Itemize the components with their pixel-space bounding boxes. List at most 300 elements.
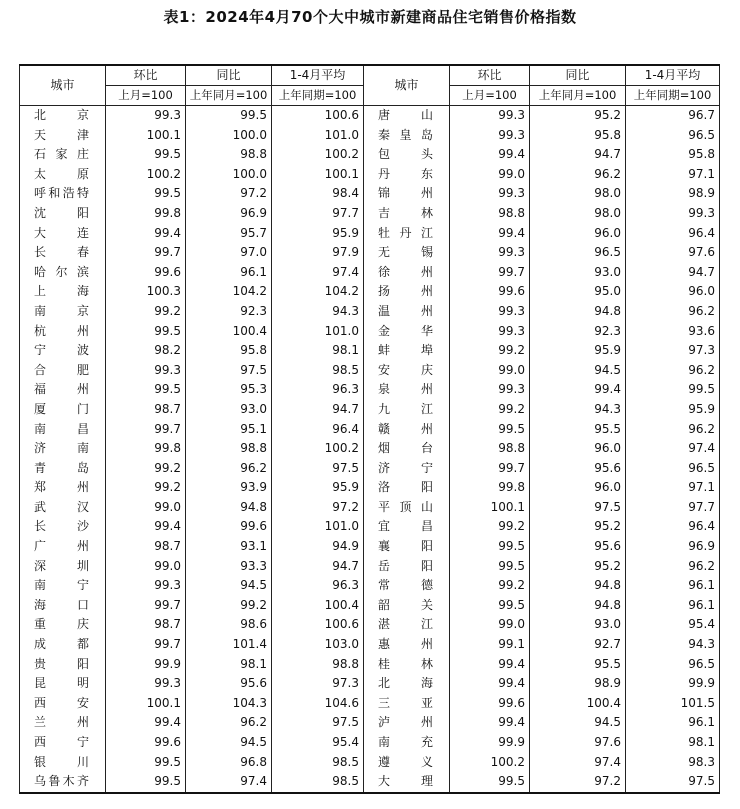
table-row [20, 498, 720, 518]
index-value-cell: 99.0 [450, 615, 530, 635]
city-name-cell: 宜 昌 [364, 517, 450, 537]
index-value-cell: 98.7 [106, 537, 186, 557]
index-value-cell: 104.6 [272, 694, 364, 714]
index-value-cell: 100.2 [106, 165, 186, 185]
index-value-cell: 100.1 [106, 126, 186, 146]
index-value-cell: 93.9 [186, 478, 272, 498]
index-value-cell: 94.8 [186, 498, 272, 518]
index-value-cell: 99.4 [450, 674, 530, 694]
index-value-cell: 99.5 [450, 557, 530, 577]
city-name-cell: 牡丹江 [364, 224, 450, 244]
index-value-cell: 100.2 [272, 145, 364, 165]
index-value-cell: 99.2 [106, 459, 186, 479]
index-value-cell: 97.7 [272, 204, 364, 224]
index-value-cell: 97.5 [272, 713, 364, 733]
city-name-cell: 唐 山 [364, 106, 450, 126]
index-value-cell: 94.3 [626, 635, 720, 655]
index-value-cell: 92.3 [186, 302, 272, 322]
index-value-cell: 99.0 [106, 498, 186, 518]
header-avg-left: 1-4月平均 [272, 65, 364, 86]
city-name-cell: 湛 江 [364, 615, 450, 635]
city-name-cell: 贵 阳 [20, 655, 106, 675]
index-value-cell: 99.7 [450, 263, 530, 283]
index-value-cell: 96.2 [626, 361, 720, 381]
city-name-cell: 成 都 [20, 635, 106, 655]
index-value-cell: 95.0 [530, 282, 626, 302]
index-value-cell: 100.1 [106, 694, 186, 714]
index-value-cell: 96.3 [272, 380, 364, 400]
index-value-cell: 96.9 [626, 537, 720, 557]
header-mom-right: 环比 [450, 65, 530, 86]
table-row [20, 615, 720, 635]
city-name-cell: 乌鲁木齐 [20, 772, 106, 793]
index-value-cell: 100.4 [530, 694, 626, 714]
city-name-cell: 吉 林 [364, 204, 450, 224]
table-row [20, 106, 720, 126]
index-value-cell: 99.5 [450, 420, 530, 440]
index-value-cell: 95.8 [626, 145, 720, 165]
index-value-cell: 99.5 [450, 772, 530, 793]
index-value-cell: 94.5 [186, 733, 272, 753]
city-name-cell: 襄 阳 [364, 537, 450, 557]
index-value-cell: 99.3 [450, 126, 530, 146]
table-row [20, 733, 720, 753]
index-value-cell: 99.5 [626, 380, 720, 400]
city-name-cell: 南 宁 [20, 576, 106, 596]
index-value-cell: 94.8 [530, 576, 626, 596]
table-row [20, 204, 720, 224]
index-value-cell: 93.1 [186, 537, 272, 557]
index-value-cell: 98.7 [106, 400, 186, 420]
city-name-cell: 安 庆 [364, 361, 450, 381]
index-value-cell: 99.6 [450, 694, 530, 714]
index-value-cell: 94.7 [530, 145, 626, 165]
city-name-cell: 福 州 [20, 380, 106, 400]
index-value-cell: 97.3 [626, 341, 720, 361]
index-value-cell: 100.0 [186, 126, 272, 146]
table-row [20, 126, 720, 146]
index-value-cell: 92.7 [530, 635, 626, 655]
index-value-cell: 94.3 [530, 400, 626, 420]
table-row [20, 713, 720, 733]
header-yoy-base-left: 上年同月=100 [186, 86, 272, 106]
table-row [20, 635, 720, 655]
header-avg-base-left: 上年同期=100 [272, 86, 364, 106]
index-value-cell: 100.6 [272, 615, 364, 635]
index-value-cell: 95.6 [186, 674, 272, 694]
header-avg-right: 1-4月平均 [626, 65, 720, 86]
index-value-cell: 96.5 [626, 126, 720, 146]
index-value-cell: 99.3 [450, 184, 530, 204]
table-row [20, 655, 720, 675]
index-value-cell: 99.4 [450, 713, 530, 733]
city-name-cell: 厦 门 [20, 400, 106, 420]
table-body [20, 106, 720, 793]
index-value-cell: 95.4 [272, 733, 364, 753]
city-name-cell: 广 州 [20, 537, 106, 557]
city-name-cell: 重 庆 [20, 615, 106, 635]
index-value-cell: 99.2 [106, 302, 186, 322]
city-name-cell: 西 安 [20, 694, 106, 714]
index-value-cell: 99.2 [450, 341, 530, 361]
table-row [20, 596, 720, 616]
city-name-cell: 桂 林 [364, 655, 450, 675]
city-name-cell: 北 海 [364, 674, 450, 694]
index-value-cell: 99.4 [450, 224, 530, 244]
index-value-cell: 99.5 [450, 596, 530, 616]
index-value-cell: 95.9 [272, 224, 364, 244]
index-value-cell: 99.2 [186, 596, 272, 616]
index-value-cell: 94.3 [272, 302, 364, 322]
index-value-cell: 96.0 [530, 439, 626, 459]
index-value-cell: 97.4 [530, 753, 626, 773]
city-name-cell: 常 德 [364, 576, 450, 596]
index-value-cell: 99.2 [106, 478, 186, 498]
table-row [20, 420, 720, 440]
index-value-cell: 96.4 [626, 224, 720, 244]
index-value-cell: 98.9 [530, 674, 626, 694]
index-value-cell: 97.0 [186, 243, 272, 263]
index-value-cell: 96.8 [186, 753, 272, 773]
index-value-cell: 94.9 [272, 537, 364, 557]
index-value-cell: 98.7 [106, 615, 186, 635]
table-row [20, 224, 720, 244]
index-value-cell: 95.6 [530, 459, 626, 479]
index-value-cell: 99.3 [626, 204, 720, 224]
index-value-cell: 101.5 [626, 694, 720, 714]
index-value-cell: 96.2 [626, 557, 720, 577]
table-row [20, 263, 720, 283]
city-name-cell: 扬 州 [364, 282, 450, 302]
index-value-cell: 99.6 [106, 733, 186, 753]
index-value-cell: 95.2 [530, 106, 626, 126]
index-value-cell: 99.0 [450, 165, 530, 185]
city-name-cell: 惠 州 [364, 635, 450, 655]
table-row [20, 478, 720, 498]
table-row [20, 753, 720, 773]
city-name-cell: 温 州 [364, 302, 450, 322]
index-value-cell: 99.4 [106, 224, 186, 244]
city-name-cell: 大 连 [20, 224, 106, 244]
index-value-cell: 96.0 [530, 478, 626, 498]
table-row [20, 439, 720, 459]
index-value-cell: 96.2 [626, 302, 720, 322]
index-value-cell: 99.7 [106, 420, 186, 440]
index-value-cell: 94.5 [530, 713, 626, 733]
index-value-cell: 97.3 [272, 674, 364, 694]
index-value-cell: 98.8 [186, 439, 272, 459]
city-name-cell: 太 原 [20, 165, 106, 185]
city-name-cell: 郑 州 [20, 478, 106, 498]
index-value-cell: 104.2 [186, 282, 272, 302]
table-row [20, 243, 720, 263]
table-row [20, 459, 720, 479]
city-name-cell: 南 充 [364, 733, 450, 753]
index-value-cell: 100.1 [272, 165, 364, 185]
index-value-cell: 98.3 [626, 753, 720, 773]
index-value-cell: 99.3 [106, 106, 186, 126]
index-value-cell: 98.8 [272, 655, 364, 675]
index-value-cell: 99.9 [106, 655, 186, 675]
price-index-table [19, 64, 720, 794]
index-value-cell: 99.6 [186, 517, 272, 537]
table-row [20, 302, 720, 322]
city-name-cell: 银 川 [20, 753, 106, 773]
index-value-cell: 95.8 [530, 126, 626, 146]
index-value-cell: 98.5 [272, 772, 364, 793]
header-city-left: 城市 [20, 65, 106, 106]
index-value-cell: 96.5 [530, 243, 626, 263]
index-value-cell: 99.0 [450, 361, 530, 381]
table-row [20, 400, 720, 420]
city-name-cell: 包 头 [364, 145, 450, 165]
index-value-cell: 99.3 [450, 380, 530, 400]
index-value-cell: 96.1 [626, 713, 720, 733]
city-name-cell: 合 肥 [20, 361, 106, 381]
index-value-cell: 99.5 [106, 184, 186, 204]
index-value-cell: 95.4 [626, 615, 720, 635]
index-value-cell: 98.4 [272, 184, 364, 204]
city-name-cell: 天 津 [20, 126, 106, 146]
city-name-cell: 北 京 [20, 106, 106, 126]
index-value-cell: 99.9 [450, 733, 530, 753]
table-row [20, 380, 720, 400]
index-value-cell: 97.4 [272, 263, 364, 283]
header-mom-base-right: 上月=100 [450, 86, 530, 106]
table-row [20, 184, 720, 204]
table-title: 表1：2024年4月70个大中城市新建商品住宅销售价格指数 [163, 8, 577, 26]
index-value-cell: 101.0 [272, 126, 364, 146]
header-row-1 [20, 65, 720, 86]
index-value-cell: 93.0 [186, 400, 272, 420]
index-value-cell: 94.7 [272, 557, 364, 577]
index-value-cell: 99.2 [450, 517, 530, 537]
table-row [20, 537, 720, 557]
index-value-cell: 100.4 [272, 596, 364, 616]
header-mom-base-left: 上月=100 [106, 86, 186, 106]
city-name-cell: 沈 阳 [20, 204, 106, 224]
index-value-cell: 99.2 [450, 400, 530, 420]
city-name-cell: 岳 阳 [364, 557, 450, 577]
index-value-cell: 99.3 [106, 674, 186, 694]
header-yoy-base-right: 上年同月=100 [530, 86, 626, 106]
header-mom-left: 环比 [106, 65, 186, 86]
city-name-cell: 金 华 [364, 322, 450, 342]
table-row [20, 145, 720, 165]
city-name-cell: 青 岛 [20, 459, 106, 479]
table-row [20, 282, 720, 302]
index-value-cell: 97.1 [626, 165, 720, 185]
index-value-cell: 99.4 [106, 517, 186, 537]
index-value-cell: 104.2 [272, 282, 364, 302]
index-value-cell: 97.5 [626, 772, 720, 793]
index-value-cell: 98.9 [626, 184, 720, 204]
index-value-cell: 100.6 [272, 106, 364, 126]
index-value-cell: 96.0 [626, 282, 720, 302]
index-value-cell: 96.2 [186, 459, 272, 479]
index-value-cell: 95.2 [530, 557, 626, 577]
index-value-cell: 97.4 [626, 439, 720, 459]
city-name-cell: 杭 州 [20, 322, 106, 342]
index-value-cell: 98.8 [450, 439, 530, 459]
city-name-cell: 赣 州 [364, 420, 450, 440]
index-value-cell: 94.8 [530, 302, 626, 322]
city-name-cell: 海 口 [20, 596, 106, 616]
table-row [20, 557, 720, 577]
city-name-cell: 兰 州 [20, 713, 106, 733]
index-value-cell: 97.1 [626, 478, 720, 498]
index-value-cell: 96.5 [626, 655, 720, 675]
index-value-cell: 94.5 [186, 576, 272, 596]
index-value-cell: 98.8 [186, 145, 272, 165]
index-value-cell: 100.2 [450, 753, 530, 773]
index-value-cell: 99.8 [106, 204, 186, 224]
index-value-cell: 103.0 [272, 635, 364, 655]
city-name-cell: 宁 波 [20, 341, 106, 361]
index-value-cell: 94.8 [530, 596, 626, 616]
index-value-cell: 96.5 [626, 459, 720, 479]
header-city-right: 城市 [364, 65, 450, 106]
city-name-cell: 长 春 [20, 243, 106, 263]
city-name-cell: 武 汉 [20, 498, 106, 518]
table-row [20, 674, 720, 694]
index-value-cell: 99.3 [450, 243, 530, 263]
index-value-cell: 97.6 [626, 243, 720, 263]
index-value-cell: 93.0 [530, 263, 626, 283]
table-row [20, 576, 720, 596]
index-value-cell: 96.1 [186, 263, 272, 283]
index-value-cell: 96.9 [186, 204, 272, 224]
index-value-cell: 99.3 [450, 106, 530, 126]
index-value-cell: 99.7 [106, 596, 186, 616]
index-value-cell: 99.2 [450, 576, 530, 596]
index-value-cell: 99.5 [106, 753, 186, 773]
city-name-cell: 西 宁 [20, 733, 106, 753]
table-row [20, 165, 720, 185]
city-name-cell: 洛 阳 [364, 478, 450, 498]
city-name-cell: 秦皇岛 [364, 126, 450, 146]
table-row [20, 341, 720, 361]
index-value-cell: 100.0 [186, 165, 272, 185]
index-value-cell: 97.6 [530, 733, 626, 753]
index-value-cell: 96.2 [626, 420, 720, 440]
index-value-cell: 95.9 [272, 478, 364, 498]
index-value-cell: 96.3 [272, 576, 364, 596]
index-value-cell: 99.7 [106, 243, 186, 263]
index-value-cell: 97.9 [272, 243, 364, 263]
index-value-cell: 101.4 [186, 635, 272, 655]
index-value-cell: 95.6 [530, 537, 626, 557]
index-value-cell: 98.1 [186, 655, 272, 675]
index-value-cell: 95.9 [626, 400, 720, 420]
city-name-cell: 上 海 [20, 282, 106, 302]
index-value-cell: 95.8 [186, 341, 272, 361]
index-value-cell: 94.7 [272, 400, 364, 420]
city-name-cell: 南 京 [20, 302, 106, 322]
city-name-cell: 平顶山 [364, 498, 450, 518]
index-value-cell: 99.5 [106, 772, 186, 793]
index-value-cell: 96.0 [530, 224, 626, 244]
index-value-cell: 97.2 [530, 772, 626, 793]
index-value-cell: 100.2 [272, 439, 364, 459]
index-value-cell: 98.1 [272, 341, 364, 361]
index-value-cell: 98.2 [106, 341, 186, 361]
index-value-cell: 99.5 [450, 537, 530, 557]
index-value-cell: 99.1 [450, 635, 530, 655]
city-name-cell: 长 沙 [20, 517, 106, 537]
table-row [20, 694, 720, 714]
city-name-cell: 泸 州 [364, 713, 450, 733]
index-value-cell: 99.3 [106, 576, 186, 596]
index-value-cell: 94.5 [530, 361, 626, 381]
table-row [20, 772, 720, 793]
index-value-cell: 99.5 [106, 145, 186, 165]
index-value-cell: 99.5 [106, 380, 186, 400]
city-name-cell: 烟 台 [364, 439, 450, 459]
index-value-cell: 99.4 [530, 380, 626, 400]
index-value-cell: 99.4 [106, 713, 186, 733]
index-value-cell: 95.1 [186, 420, 272, 440]
city-name-cell: 丹 东 [364, 165, 450, 185]
index-value-cell: 95.5 [530, 420, 626, 440]
index-value-cell: 99.3 [106, 361, 186, 381]
city-name-cell: 呼和浩特 [20, 184, 106, 204]
index-value-cell: 99.8 [450, 478, 530, 498]
index-value-cell: 98.5 [272, 361, 364, 381]
index-value-cell: 99.9 [626, 674, 720, 694]
city-name-cell: 济 宁 [364, 459, 450, 479]
index-value-cell: 99.4 [450, 145, 530, 165]
index-value-cell: 96.1 [626, 576, 720, 596]
index-value-cell: 99.6 [106, 263, 186, 283]
index-value-cell: 95.3 [186, 380, 272, 400]
city-name-cell: 韶 关 [364, 596, 450, 616]
city-name-cell: 九 江 [364, 400, 450, 420]
index-value-cell: 95.5 [530, 655, 626, 675]
index-value-cell: 99.7 [106, 635, 186, 655]
index-value-cell: 101.0 [272, 517, 364, 537]
city-name-cell: 无 锡 [364, 243, 450, 263]
city-name-cell: 蚌 埠 [364, 341, 450, 361]
index-value-cell: 99.5 [186, 106, 272, 126]
index-value-cell: 96.2 [530, 165, 626, 185]
city-name-cell: 昆 明 [20, 674, 106, 694]
index-value-cell: 97.2 [186, 184, 272, 204]
index-value-cell: 96.1 [626, 596, 720, 616]
index-value-cell: 97.7 [626, 498, 720, 518]
index-value-cell: 99.3 [450, 302, 530, 322]
index-value-cell: 94.7 [626, 263, 720, 283]
index-value-cell: 97.4 [186, 772, 272, 793]
index-value-cell: 99.0 [106, 557, 186, 577]
index-value-cell: 96.7 [626, 106, 720, 126]
city-name-cell: 泉 州 [364, 380, 450, 400]
city-name-cell: 徐 州 [364, 263, 450, 283]
index-value-cell: 104.3 [186, 694, 272, 714]
index-value-cell: 99.6 [450, 282, 530, 302]
city-name-cell: 南 昌 [20, 420, 106, 440]
table-row [20, 361, 720, 381]
index-value-cell: 96.4 [626, 517, 720, 537]
index-value-cell: 95.9 [530, 341, 626, 361]
index-value-cell: 101.0 [272, 322, 364, 342]
index-value-cell: 97.5 [186, 361, 272, 381]
index-value-cell: 98.0 [530, 204, 626, 224]
index-value-cell: 99.8 [106, 439, 186, 459]
city-name-cell: 济 南 [20, 439, 106, 459]
index-value-cell: 96.4 [272, 420, 364, 440]
city-name-cell: 哈尔滨 [20, 263, 106, 283]
